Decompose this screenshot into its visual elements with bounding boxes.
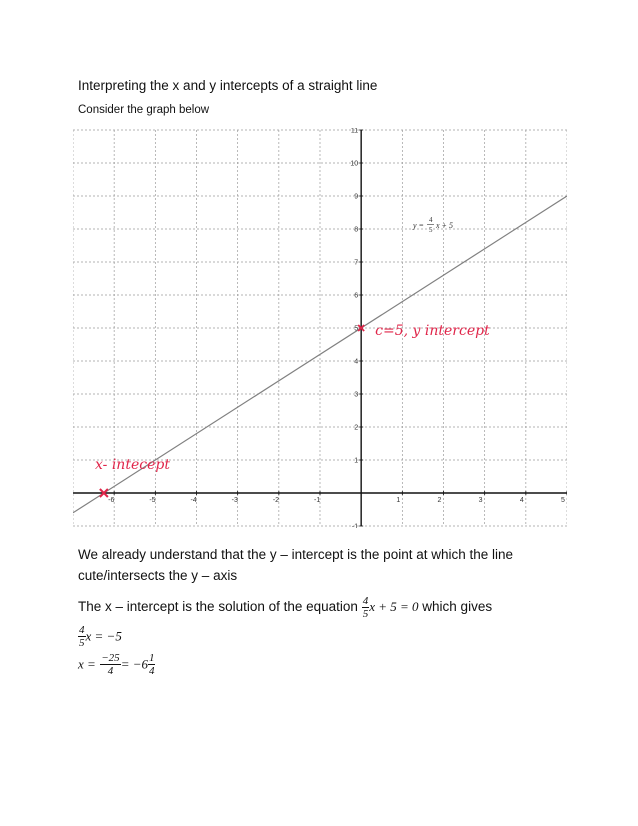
y-tick-label: 3 <box>354 391 359 399</box>
x-tick-label: -2 <box>272 497 280 504</box>
y-tick-label: 2 <box>354 424 359 432</box>
solution-step-1 <box>78 624 122 649</box>
x-intercept-label: x- intecept <box>95 457 170 473</box>
y-intercept-label: c=5, y intercept <box>375 323 490 339</box>
y-tick-label: 9 <box>354 193 359 201</box>
eq1-rest: x + 5 = 0 <box>369 599 419 615</box>
x-tick-label: 1 <box>396 497 401 504</box>
x-tick-label: -6 <box>108 497 115 504</box>
step2-mid: = −6 <box>120 656 148 672</box>
step1-rest: x = −5 <box>85 628 122 644</box>
step2-mixed-fraction <box>148 652 156 677</box>
step1-den: 5 <box>79 637 85 649</box>
graph-line-chart <box>73 128 567 528</box>
page-heading: Interpreting the x and y intercepts of a straight line <box>78 78 378 93</box>
equation-lhs: y = <box>413 221 424 230</box>
step2-den: 4 <box>107 665 114 677</box>
x-tick-label: 3 <box>478 497 483 504</box>
x-tick-label: 4 <box>519 497 524 504</box>
y-tick-label: -1 <box>351 523 359 528</box>
step2-fden: 4 <box>148 665 155 677</box>
x-tick-label: -5 <box>149 497 156 504</box>
paragraph-y-intercept: We already understand that the y – intercept is the point at which the line cute/intersects the y – axis <box>78 547 514 583</box>
intro-text: Consider the graph below <box>78 104 210 116</box>
x-tick-label: -3 <box>231 497 238 504</box>
x-tick-label: 2 <box>437 497 442 504</box>
step1-num: 4 <box>79 624 85 636</box>
eq1-den: 5 <box>362 608 369 620</box>
equation-rhs: x + 5 <box>436 221 453 230</box>
x-tick-label: -1 <box>314 497 321 504</box>
y-tick-label: 5 <box>354 325 359 333</box>
step2-fnum: 1 <box>148 652 155 664</box>
step2-num: −25 <box>101 652 120 664</box>
step2-lhs: x = <box>78 656 96 672</box>
step1-fraction <box>78 624 86 649</box>
solution-step-2 <box>78 652 155 677</box>
y-tick-label: 11 <box>350 128 359 135</box>
equation-den: 5 <box>429 226 433 234</box>
x-tick-label: -4 <box>190 497 197 504</box>
equation-num: 4 <box>429 216 433 224</box>
para2-prefix: The x – intercept is the solution of the equation <box>78 599 358 615</box>
x-tick-label: 5 <box>561 497 565 504</box>
equation-label <box>412 216 453 234</box>
y-tick-label: 1 <box>354 457 359 465</box>
eq1-num: 4 <box>362 595 369 607</box>
step2-fraction <box>100 652 120 677</box>
y-tick-label: 10 <box>350 160 359 168</box>
y-tick-label: 8 <box>354 226 359 234</box>
paragraph-x-intercept <box>78 595 492 620</box>
y-tick-label: 6 <box>354 292 359 300</box>
para2-suffix: which gives <box>422 599 493 615</box>
y-tick-label: 4 <box>354 358 359 366</box>
y-tick-label: 7 <box>354 259 359 267</box>
